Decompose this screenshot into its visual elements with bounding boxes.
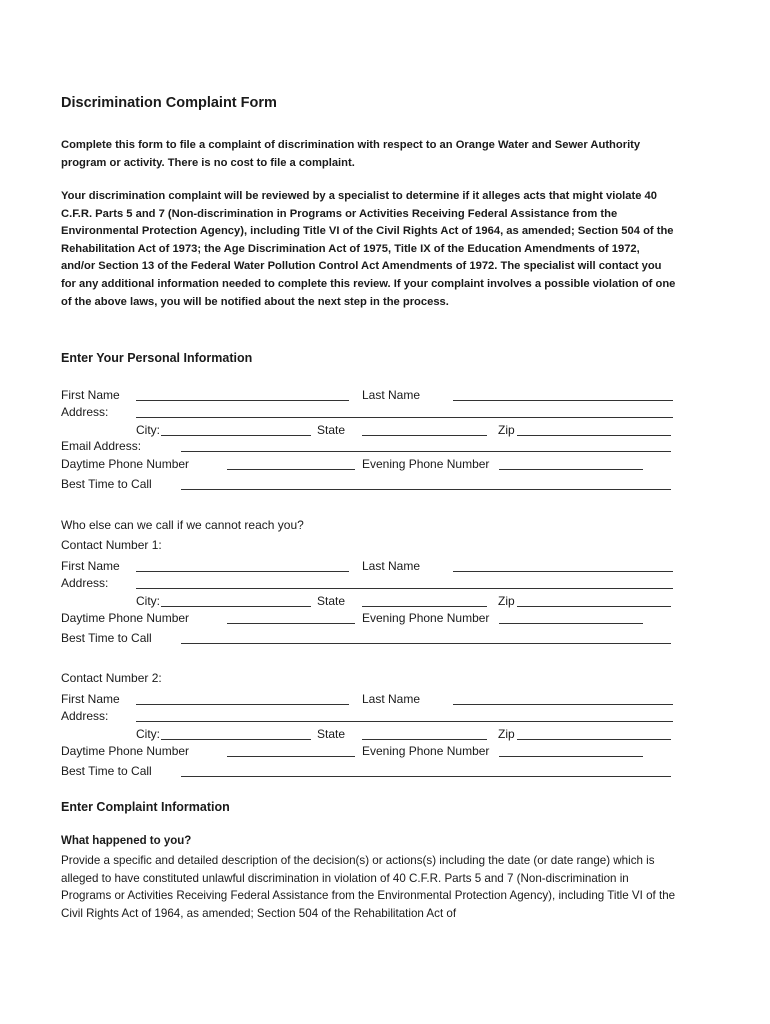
first-name-label: First Name xyxy=(61,388,120,402)
address-label: Address: xyxy=(61,405,109,419)
page-title: Discrimination Complaint Form xyxy=(61,95,277,111)
last-name-label: Last Name xyxy=(362,388,421,402)
state-field[interactable] xyxy=(362,423,487,436)
contact1-name-row xyxy=(61,559,676,576)
contact1-city-row xyxy=(61,594,676,611)
evening-phone-field[interactable] xyxy=(499,457,643,470)
contact1-phone-row xyxy=(61,611,676,628)
contact2-address-row xyxy=(61,709,676,726)
zip-label: Zip xyxy=(498,423,515,437)
contact1-best-time-field[interactable] xyxy=(181,631,671,644)
zip-field[interactable] xyxy=(517,423,671,436)
best-time-label: Best Time to Call xyxy=(61,764,152,778)
contact1-best-time-row xyxy=(61,631,676,648)
state-label: State xyxy=(317,423,346,437)
evening-phone-label: Evening Phone Number xyxy=(362,457,490,471)
first-name-field[interactable] xyxy=(136,388,349,401)
zip-label: Zip xyxy=(498,594,515,608)
contact2-city-row xyxy=(61,727,676,744)
contact2-first-name-field[interactable] xyxy=(136,692,349,705)
contact2-city-field[interactable] xyxy=(161,727,311,740)
best-time-label: Best Time to Call xyxy=(61,477,152,491)
address-field[interactable] xyxy=(136,405,673,418)
best-time-field[interactable] xyxy=(181,477,671,490)
contact1-address-row xyxy=(61,576,676,593)
first-name-label: First Name xyxy=(61,559,120,573)
contact1-state-field[interactable] xyxy=(362,594,487,607)
name-row xyxy=(61,388,676,405)
best-time-row xyxy=(61,477,676,494)
last-name-field[interactable] xyxy=(453,388,673,401)
daytime-phone-label: Daytime Phone Number xyxy=(61,744,190,758)
intro-paragraph: Complete this form to file a complaint of discrimination with respect to an Orange Water and Sewer Authority program or activity. There is no cost to file a complaint. xyxy=(61,139,641,169)
email-field[interactable] xyxy=(181,439,671,452)
contact2-address-field[interactable] xyxy=(136,709,673,722)
contact-1-heading: Contact Number 1: xyxy=(61,538,162,552)
contact2-best-time-row xyxy=(61,764,676,781)
address-row xyxy=(61,405,676,422)
city-label: City: xyxy=(136,727,160,741)
daytime-phone-field[interactable] xyxy=(227,457,355,470)
description-paragraph: Provide a specific and detailed description of the decision(s) or actions(s) including the date (or date range) which is alleged to have constituted unlawful discrimination in violation of 40 C.F.R. Parts 5 and 7 (Non-discrimination in Programs or Activities Receiving Federal Assistance from the Environmental Protection Agency), including Title VI of the Civil Rights Act of 1964, as amended; Section 504 of the Rehabilitation Act of xyxy=(61,854,676,920)
contact2-phone-row xyxy=(61,744,676,761)
evening-phone-label: Evening Phone Number xyxy=(362,611,490,625)
daytime-phone-label: Daytime Phone Number xyxy=(61,457,190,471)
contact2-state-field[interactable] xyxy=(362,727,487,740)
review-paragraph: Your discrimination complaint will be reviewed by a specialist to determine if it alleges acts that might violate 40 C.F.R. Parts 5 and 7 (Non-discrimination in Programs or Activities Receiving Federal Assistance from the Environmental Protection Agency), including Title VI of the Civil Rights Act of 1964, as amended; Section 504 of the Rehabilitation Act of 1973; the Age Discrimination Act of 1975, Title IX of the Education Amendments of 1972, and/or Section 13 of the Federal Water Pollution Control Act Amendments of 1972. The specialist will contact you for any additional information needed to complete this review. If your complaint involves a possible violation of one of the above laws, you will be notified about the next step in the process. xyxy=(61,190,676,308)
contact2-zip-field[interactable] xyxy=(517,727,671,740)
personal-info-heading: Enter Your Personal Information xyxy=(61,351,253,365)
address-label: Address: xyxy=(61,576,109,590)
contact-2-heading: Contact Number 2: xyxy=(61,671,162,685)
contact2-daytime-phone-field[interactable] xyxy=(227,744,355,757)
best-time-label: Best Time to Call xyxy=(61,631,152,645)
contact1-last-name-field[interactable] xyxy=(453,559,673,572)
last-name-label: Last Name xyxy=(362,559,421,573)
who-else-text: Who else can we call if we cannot reach you? xyxy=(61,518,304,532)
contact1-address-field[interactable] xyxy=(136,576,673,589)
complaint-info-heading: Enter Complaint Information xyxy=(61,800,230,814)
email-row xyxy=(61,439,676,456)
contact2-last-name-field[interactable] xyxy=(453,692,673,705)
state-label: State xyxy=(317,727,346,741)
contact1-evening-phone-field[interactable] xyxy=(499,611,643,624)
daytime-phone-label: Daytime Phone Number xyxy=(61,611,190,625)
contact1-zip-field[interactable] xyxy=(517,594,671,607)
evening-phone-label: Evening Phone Number xyxy=(362,744,490,758)
contact1-city-field[interactable] xyxy=(161,594,311,607)
first-name-label: First Name xyxy=(61,692,120,706)
city-row xyxy=(61,423,676,440)
city-field[interactable] xyxy=(161,423,311,436)
address-label: Address: xyxy=(61,709,109,723)
contact2-evening-phone-field[interactable] xyxy=(499,744,643,757)
email-label: Email Address: xyxy=(61,439,142,453)
last-name-label: Last Name xyxy=(362,692,421,706)
city-label: City: xyxy=(136,594,160,608)
contact2-best-time-field[interactable] xyxy=(181,764,671,777)
what-happened-heading: What happened to you? xyxy=(61,835,192,847)
contact2-name-row xyxy=(61,692,676,709)
state-label: State xyxy=(317,594,346,608)
contact1-first-name-field[interactable] xyxy=(136,559,349,572)
city-label: City: xyxy=(136,423,160,437)
zip-label: Zip xyxy=(498,727,515,741)
phone-row xyxy=(61,457,676,474)
contact1-daytime-phone-field[interactable] xyxy=(227,611,355,624)
